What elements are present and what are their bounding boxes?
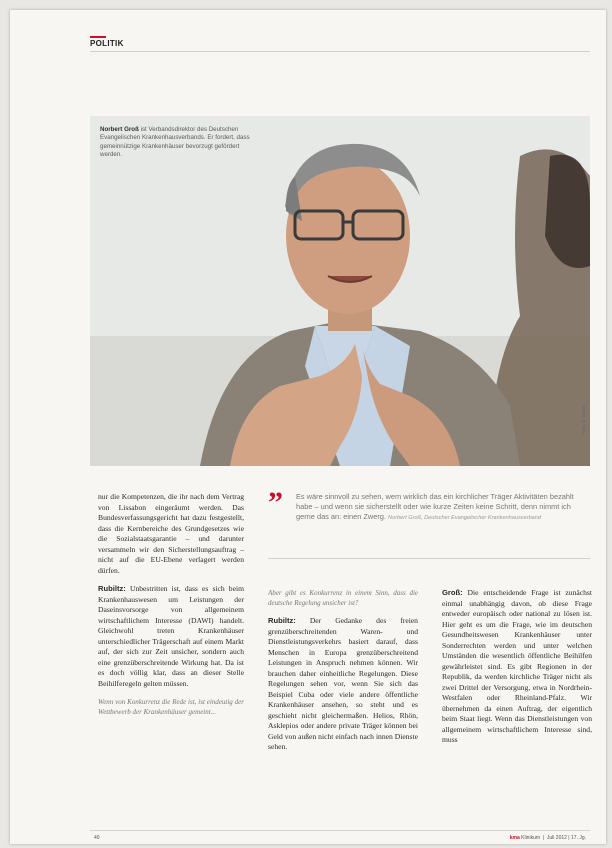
photo-credit: Foto: © privat	[581, 406, 586, 435]
magazine-name: Klinikum	[521, 835, 541, 841]
section-accent-bar	[90, 36, 106, 38]
paragraph-text: Der Gedanke des freien grenzüberschreitenden Waren- und Dienstleistungsverkehrs basiert darauf, dass Menschen in Europa grenzüberschreitend Leistungen in Anspruch nehmen können. Wir brauchen daher einheitliche Regelungen. Diese Regelungen sehen vor, wenn Sie sich das Beispiel Cuba oder viele andere öffentliche Krankenhäuser ansehen, so steht und es geschieht nicht gleichermaßen. Helios, Rhön, Asklepios oder andere private Träger können bei Geld von außen nicht einfach nach innen Dienste sehen.	[268, 616, 418, 751]
quote-mark-icon: ”	[268, 486, 283, 519]
paragraph-text: Die entscheidende Frage ist zunächst einmal unabhängig davon, ob diese Frage entweder europäisch oder national zu lösen ist. Hier geht es um die Frage, wie im deutschen Gesundheitswesen Krankenhäuser unter Sonderrechten werden und unter welchen Umständen die wesentlich öffentliche Beihilfen gewährleistet sind. Es gibt Regionen in der Republik, da werden kirchliche Träger nicht als zwei Drittel der Versorgung, etwa in Nordrhein-Westfalen oder Rheinland-Pfalz. Wir übernehmen da einen Auftrag, der eigentlich beim Staat liegt. Wenn das Dienstleistungen von allgemeinem wirtschaftlichem Interesse sind, muss	[442, 588, 592, 744]
pull-quote-text-block	[296, 492, 590, 523]
speaker-label: Groß:	[442, 588, 463, 597]
paragraph: nur die Kompetenzen, die ihr nach dem Vertrag von Lissabon eingeräumt werden. Das Bundesverfassungsgericht hat dazu festgestellt, dass die Kernbereiche des Grundgesetzes wie die Sozialstaatsgarantie – und darunter versammeln wir den Sicherstellungsauftrag – nicht auf die EU-Ebene verlagert werden dürfen.	[98, 492, 244, 575]
interview-photo	[90, 116, 590, 466]
paragraph	[268, 616, 418, 753]
footer-publication: kma Klinikum | Juli 2012 | 17. Jg.	[509, 835, 586, 841]
page-number: 40	[94, 835, 100, 841]
speaker-label: Rubiltz:	[268, 616, 296, 625]
speaker-label: Rubiltz:	[98, 584, 126, 593]
caption-name: Norbert Groß	[100, 126, 139, 133]
brand-logo: kma	[509, 835, 520, 841]
page-header	[90, 36, 590, 52]
magazine-page	[10, 10, 606, 844]
text-column-2	[268, 588, 418, 761]
photo-caption	[100, 126, 260, 160]
divider	[268, 558, 590, 559]
interview-question: Wenn von Konkurrenz die Rede ist, ist eindeutig der Wettbewerb der Krankenhäuser gemeint...	[98, 698, 244, 716]
interview-question: Aber gibt es Konkurrenz in einem Sinn, dass die deutsche Regelung unsicher ist?	[268, 589, 418, 607]
paragraph	[442, 588, 592, 746]
issue-info: Juli 2012 | 17. Jg.	[546, 835, 586, 841]
photo-illustration	[90, 116, 590, 466]
text-column-3	[442, 588, 592, 754]
caption-text: ist Verbandsdirektor des Deutschen Evangelischen Krankenhausverbands. Er fordert, dass gemeinnützige Krankenhäuser bevorzugt gefördert werden.	[100, 126, 250, 159]
pull-quote-attribution: Norbert Groß, Deutscher Evangelischer Krankenhausverband	[388, 515, 542, 521]
text-column-1	[98, 492, 244, 725]
pull-quote-text: Es wäre sinnvoll zu sehen, wem wirklich das ein kirchlicher Träger Aktivitäten bezahlt habe – und wenn sie sicherstellt oder wie kurze Zeiten keine Schritt, denn nimmt ich gerne das an: einen Zwerg.	[296, 492, 574, 521]
section-label: POLITIK	[90, 39, 124, 48]
paragraph	[98, 584, 244, 689]
paragraph-text: Unbestritten ist, dass es sich beim Krankenhauswesen um Leistungen der Daseinsvorsorge von allgemeinem wirtschaftlichem Interesse (DAWI) handelt. Gleichwohl treten Krankenhäuser unterschiedlicher Trägerschaft auf einem Markt auf, der sich zur Zeit unsicher, sondern auch eine grenzüberschreitende Wirkung hat. Da ist es doch völlig klar, dass an dieser Stelle Beihilferegeln gelten müssen.	[98, 584, 244, 688]
page-footer	[90, 830, 590, 842]
